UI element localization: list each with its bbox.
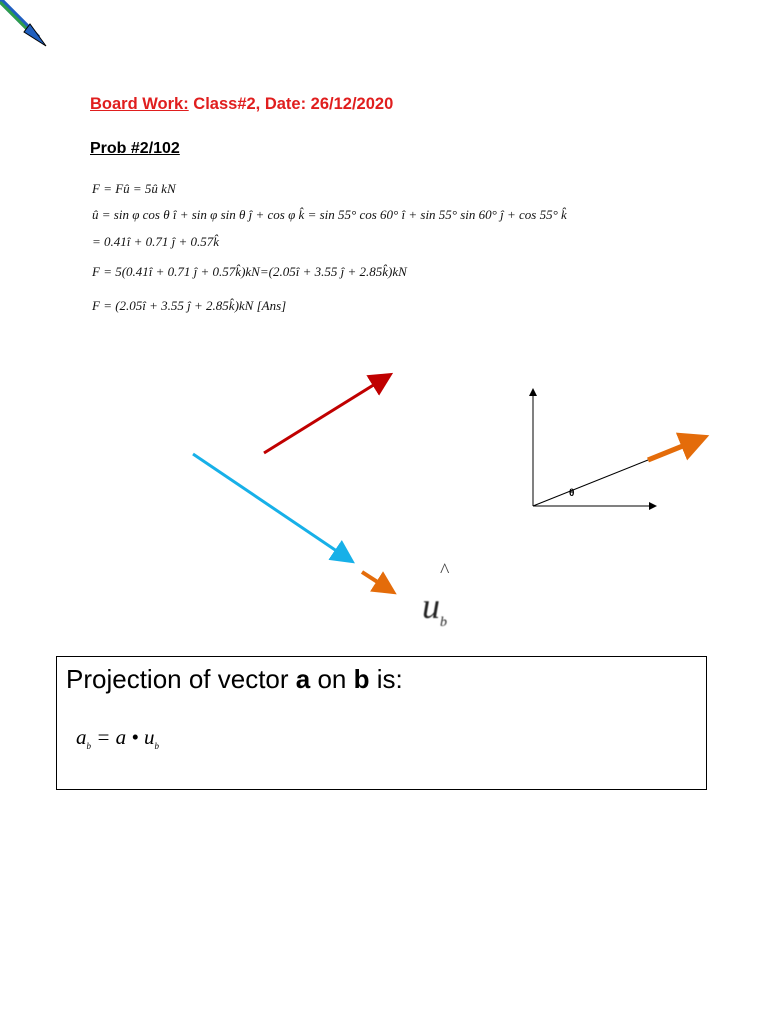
red-vector-arrow — [264, 376, 388, 453]
projection-title — [66, 664, 403, 695]
board-work-heading — [90, 95, 393, 114]
unit-vector-subscript: b — [440, 615, 447, 631]
orange-unit-vector-arrow — [362, 572, 390, 590]
projection-vector-b: b — [353, 664, 370, 694]
angle-reference-line — [533, 460, 648, 506]
formula-lhs-sub: b — [86, 741, 91, 752]
board-work-label: Board Work: — [90, 95, 189, 113]
unit-vector-letter: u — [422, 586, 440, 626]
problem-number: Prob #2/102 — [90, 140, 180, 157]
projection-vector-a: a — [295, 664, 311, 694]
equation-line-3: = 0.41î + 0.71 ĵ + 0.57k̂ — [92, 234, 220, 249]
equation-line-4: F = 5(0.41î + 0.71 ĵ + 0.57k̂)kN=(2.05î + 3.55 ĵ + 2.85k̂)kN — [92, 264, 407, 279]
theta-label: θ — [569, 488, 575, 499]
formula-lhs: a — [76, 725, 87, 749]
coordinate-axes — [533, 390, 655, 506]
equation-line-1: F = Fû = 5û kN — [92, 181, 176, 196]
formula-rhs-sub: b — [154, 741, 160, 752]
projection-title-prefix: Projection of vector — [66, 664, 296, 694]
equation-line-5: F = (2.05î + 3.55 ĵ + 2.85k̂)kN [Ans] — [92, 298, 287, 313]
unit-vector-label — [422, 585, 447, 631]
board-work-class-date: Class#2, Date: 26/12/2020 — [188, 95, 394, 113]
blue-vector-arrow — [193, 454, 350, 560]
formula-rhs: = a • u — [91, 725, 155, 749]
equation-line-2: û = sin φ cos θ î + sin φ sin θ ĵ + cos φ k̂ = sin 55° cos 60° î + sin 55° sin 60° ĵ + cos 55° k̂ — [92, 207, 567, 222]
orange-direction-arrow — [648, 439, 700, 460]
projection-on-word: on — [310, 664, 354, 694]
projection-formula — [76, 725, 159, 751]
corner-arrow-icon — [0, 0, 46, 46]
projection-title-suffix: is: — [369, 664, 403, 694]
unit-vector-hat: ^ — [440, 560, 450, 582]
